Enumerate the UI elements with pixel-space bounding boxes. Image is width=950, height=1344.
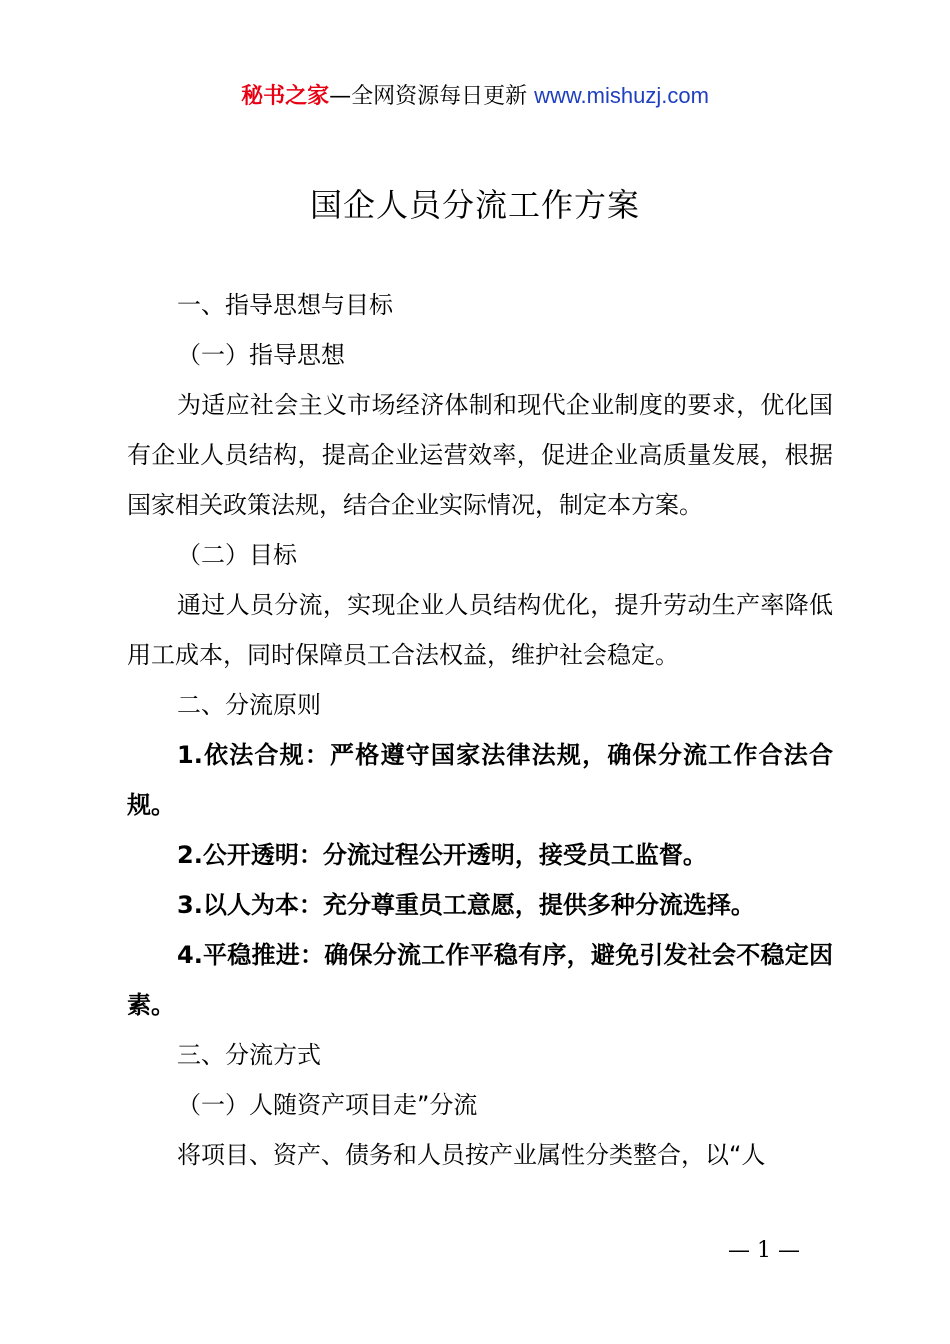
principle-item-2: 2.公开透明：分流过程公开透明，接受员工监督。: [177, 841, 707, 869]
site-url-link[interactable]: www.mishuzj.com: [534, 83, 709, 108]
document-title: 国企人员分流工作方案: [309, 186, 640, 224]
section-heading-2: 二、分流原则: [177, 691, 321, 719]
page-number: — 1 —: [728, 1238, 800, 1263]
paragraph-guiding-thought: 为适应社会主义市场经济体制和现代企业制度的要求，优化国有企业人员结构，提高企业运营效率，促进企业高质量发展，根据国家相关政策法规，结合企业实际情况，制定本方案。: [127, 391, 833, 519]
site-header: [0, 80, 950, 113]
document-body: [127, 280, 833, 1180]
subsection-heading-1-1: （一）指导思想: [177, 341, 345, 369]
section-heading-3: 三、分流方式: [177, 1041, 321, 1069]
site-brand: 秘书之家: [241, 84, 330, 109]
paragraph-goal: 通过人员分流，实现企业人员结构优化，提升劳动生产率降低用工成本，同时保障员工合法权益，维护社会稳定。: [127, 591, 833, 669]
site-tagline: —全网资源每日更新: [329, 84, 535, 109]
subsection-heading-1-2: （二）目标: [177, 541, 297, 569]
principle-item-1: 1.依法合规：严格遵守国家法律法规，确保分流工作合法合规。: [127, 741, 833, 819]
principle-item-4: 4.平稳推进：确保分流工作平稳有序，避免引发社会不稳定因素。: [127, 941, 833, 1019]
section-heading-1: 一、指导思想与目标: [177, 291, 393, 319]
paragraph-asset-transfer: 将项目、资产、债务和人员按产业属性分类整合，以“人: [177, 1141, 766, 1169]
subsection-heading-3-1: （一）人随资产项目走”分流: [177, 1091, 478, 1119]
principle-item-3: 3.以人为本：充分尊重员工意愿，提供多种分流选择。: [177, 891, 755, 919]
